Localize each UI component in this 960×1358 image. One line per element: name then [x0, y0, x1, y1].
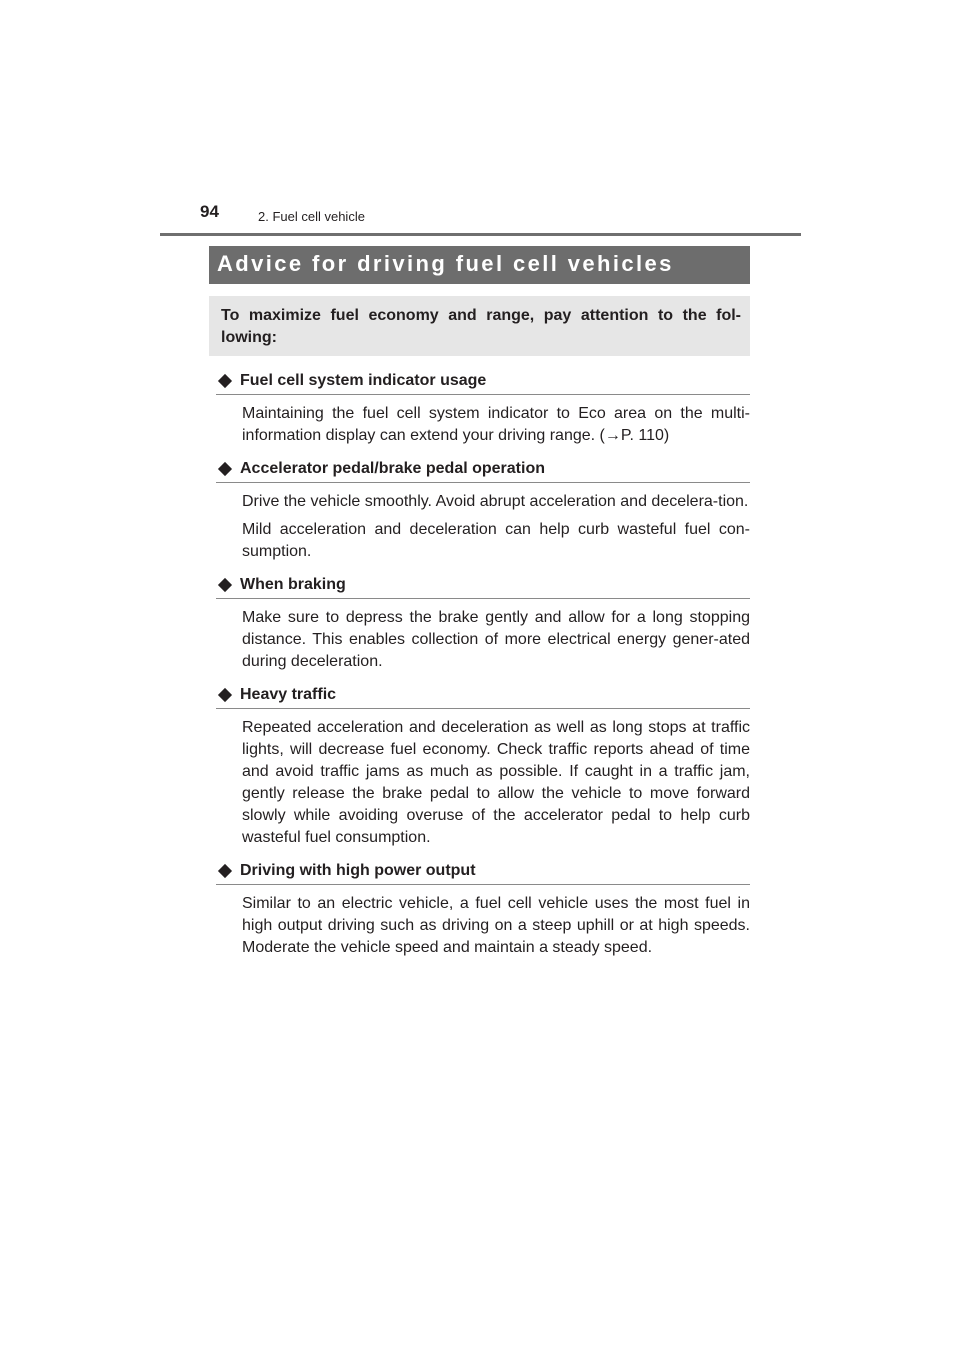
section-heading [216, 457, 750, 483]
header-divider [160, 233, 801, 236]
section-pedal-operation [216, 457, 750, 563]
section-heading [216, 859, 750, 885]
section-heading-text: Heavy traffic [240, 686, 337, 703]
section-heading [216, 573, 750, 599]
paragraph: Maintaining the fuel cell system indicator to Eco area on the multi-information display can extend your driving range. (→P. 110) [242, 405, 750, 444]
section-high-power-output [216, 859, 750, 959]
diamond-bullet-icon [218, 863, 232, 877]
section-heading-text: Driving with high power output [240, 862, 476, 879]
diamond-bullet-icon [218, 373, 232, 387]
diamond-bullet-icon [218, 461, 232, 475]
diamond-bullet-icon [218, 577, 232, 591]
section-body [216, 483, 750, 563]
paragraph: Drive the vehicle smoothly. Avoid abrupt acceleration and decelera-tion. [242, 493, 749, 510]
content [216, 369, 750, 969]
chapter-label: 2. Fuel cell vehicle [258, 209, 365, 224]
page-number: 94 [200, 202, 219, 221]
section-heading [216, 369, 750, 395]
section-fuel-cell-indicator [216, 369, 750, 447]
diamond-bullet-icon [218, 687, 232, 701]
section-body [216, 885, 750, 959]
section-body [216, 395, 750, 447]
intro-text: To maximize fuel economy and range, pay attention to the fol-lowing: [221, 307, 741, 346]
section-heading [216, 683, 750, 709]
paragraph: Repeated acceleration and deceleration as well as long stops at traffic lights, will decrease fuel economy. Check traffic reports ahead of time and avoid traffic jams as much as possible. If caught in a traffic jam, gently release the brake pedal to allow the vehicle to move forward slowly while avoiding overuse of the accelerator pedal to help curb wasteful fuel consumption. [242, 719, 750, 846]
section-body [216, 599, 750, 673]
intro-box [209, 296, 750, 356]
section-heading-text: Fuel cell system indicator usage [240, 372, 487, 389]
section-body [216, 709, 750, 849]
section-when-braking [216, 573, 750, 673]
section-heading-text: Accelerator pedal/brake pedal operation [240, 460, 545, 477]
section-heavy-traffic [216, 683, 750, 849]
section-title: Advice for driving fuel cell vehicles [209, 246, 750, 284]
paragraph: Make sure to depress the brake gently and allow for a long stopping distance. This enables collection of more electrical energy gener-ated during deceleration. [242, 609, 750, 670]
section-heading-text: When braking [240, 576, 346, 593]
paragraph: Similar to an electric vehicle, a fuel cell vehicle uses the most fuel in high output driving such as driving on a steep uphill or at high speeds. Moderate the vehicle speed and maintain a steady speed. [242, 895, 750, 956]
paragraph: Mild acceleration and deceleration can help curb wasteful fuel con-sumption. [242, 521, 750, 560]
